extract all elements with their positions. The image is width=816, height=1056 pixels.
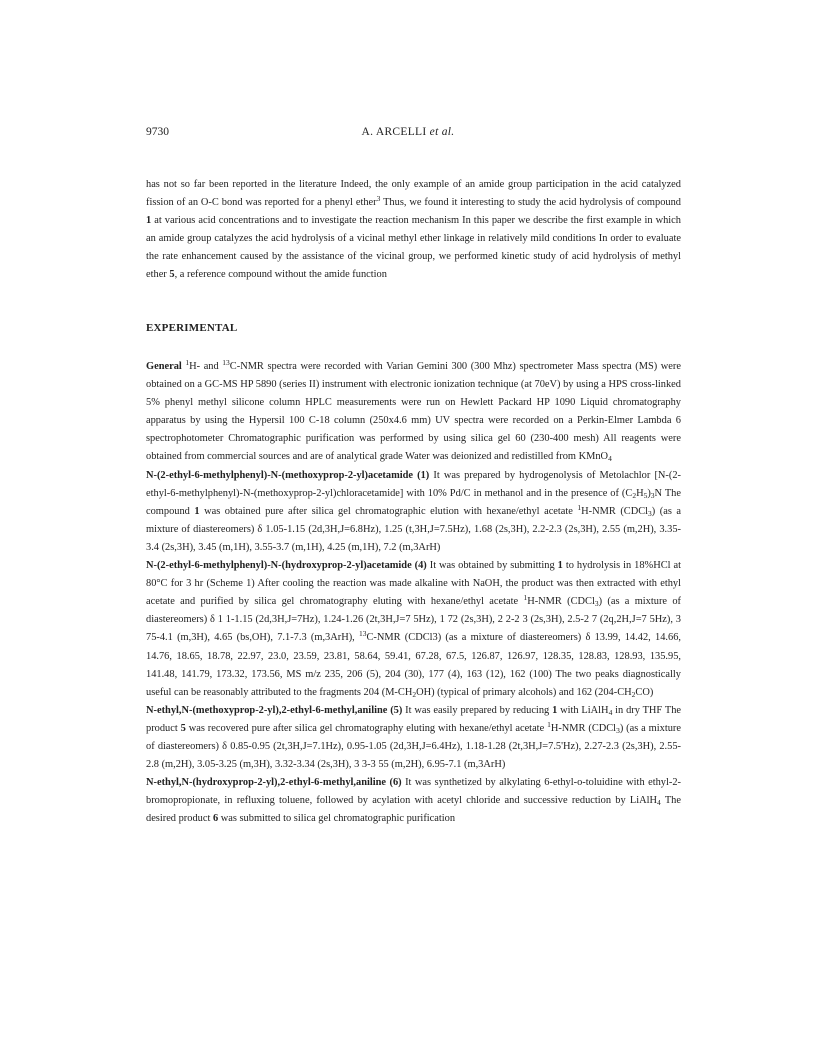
subscript: 4: [657, 798, 661, 808]
text-run: was recovered pure after silica gel chromatography eluting with hexane/ethyl acetate: [185, 722, 548, 734]
compound-ref: 1: [557, 560, 563, 572]
compound-heading: N-(2-ethyl-6-methylphenyl)-N-(methoxyprop-2-yl)acetamide (1): [146, 469, 430, 481]
compound-ref: 1: [146, 215, 152, 227]
subscript: 5: [643, 490, 648, 500]
text-run: The desired product: [146, 795, 681, 825]
text-run: in dry THF The product: [146, 704, 682, 734]
running-head: [0, 126, 816, 138]
text-run: H-NMR (CDCl: [581, 505, 649, 517]
text-run: It was prepared by hydrogenolysis of Metolachlor [N-(2-ethyl-6-methylphenyl)-N-(methoxyprop-2-yl)chloracetamide] with 10% Pd/C in methanol and in the presence of (C: [146, 469, 681, 499]
compound-ref: 5: [169, 269, 175, 281]
experimental-section: [146, 358, 681, 828]
text-run: C-NMR (CDCl3) (as a mixture of diastereomers) δ 13.99, 14.42, 14.66, 14.76, 18.65, 18.78, 22.97, 23.0, 23.59, 23.81, 58.64, 59.41, 67.28, 67.5, 126.87, 126.97, 128.35, 128.83, 128.93, 135.95, 141.48, 141.79, 173.32, 173.56, MS m/z 235, 206 (5), 204 (30), 177 (4), 163 (12), 162 (100) The two peaks diagnostically useful can be reasonably attributed to the fragments 204 (M-CH: [146, 632, 681, 698]
subscript: 4: [608, 707, 613, 717]
subscript: 4: [608, 454, 612, 464]
subscript: 3: [650, 490, 655, 500]
compound-ref: 6: [212, 813, 219, 825]
text-run: C-NMR spectra were recorded with Varian Gemini 300 (300 Mhz) spectrometer Mass spectra (MS) were obtained on a GC-MS HP 5890 (series II) instrument with electronic ionization technique (at 70eV) by using a HPS cross-linked 5% phenyl methyl silicone column HPLC measurements were run on Hewlett Packard HP 1090 Liquid chromatography apparatus by using the Hypersil 100 C-18 column (250x4.6 mm) UV spectra were recorded on a Perkin-Elmer Lambda 6 spectrophotometer Chromatographic purification was performed by using silica gel 60 (230-400 mesh) All reagents were obtained from commercial sources and are of analytical grade Water was deionized and redistilled from KMnO: [146, 361, 681, 463]
compound-heading: N-ethyl,N-(methoxyprop-2-yl),2-ethyl-6-methyl,aniline (5): [146, 704, 403, 716]
text-run: ): [647, 487, 651, 499]
text-run: with LiAlH: [557, 704, 609, 716]
subscript: 2: [412, 689, 417, 699]
superscript: 13: [222, 358, 230, 367]
subscript: 2: [631, 689, 636, 699]
text-run: It was easily prepared by reducing: [402, 704, 553, 716]
compound-6-paragraph: [146, 774, 681, 828]
superscript: 1: [577, 502, 582, 512]
subscript: 2: [632, 490, 637, 500]
text-run: H: [636, 487, 644, 499]
compound-5-paragraph: [146, 702, 681, 774]
text-run: H- and: [189, 361, 223, 372]
intro-text-3: at various acid concentrations and to investigate the reaction mechanism In this paper we describe the first example in which an amide group catalyzes the acid hydrolysis of a vicinal methyl ether linkage in relatively mild conditions In order to evaluate the rate enhancement caused by the assistance of the vicinal group, we performed kinetic study of acid hydrolysis of methyl ether: [146, 215, 681, 281]
general-paragraph: [146, 358, 681, 467]
text-run: H-NMR (CDCl: [550, 722, 617, 734]
page-number: 9730: [146, 126, 169, 138]
compound-ref: 5: [180, 722, 186, 734]
text-run: ) (as a mixture of diastereomers) δ 0.85-0.95 (2t,3H,J=7.1Hz), 0.95-1.05 (2d,3H,J=6.4Hz), 1.18-1.28 (2t,3H,J=7.5'Hz), 2.27-2.3 (2s,3H), 2.55-2.8 (m,2H), 3.05-3.25 (m,3H), 3.32-3.34 (2s,3H), 3 3-3 55 (m,2H), 6.95-7.1 (m,3ArH): [146, 722, 681, 771]
subscript: 3: [648, 508, 652, 518]
text-run: was submitted to silica gel chromatographic purification: [218, 813, 456, 825]
text-run: ) (as a mixture of diastereomers) δ 1.05-1.15 (2d,3H,J=6.8Hz), 1.25 (t,3H,J=7.5Hz), 1.68 (2s,3H), 2.2-2.3 (2s,3H), 2.55 (m,2H), 3.35-3.4 (2s,3H), 3.45 (m,1H), 3.55-3.7 (m,1H), 4.25 (m,1H), 7.2 (m,3ArH): [146, 505, 682, 553]
reference-superscript: 3: [376, 194, 381, 204]
text-run: OH) (typical of primary alcohols) and 162 (204-CH: [416, 686, 632, 698]
intro-paragraph: [146, 176, 681, 285]
text-run: CO): [635, 686, 654, 698]
compound-1-paragraph: [146, 467, 681, 557]
text-run: It was synthetized by alkylating 6-ethyl-o-toluidine with ethyl-2-bromopropionate, in refluxing toluene, followed by acylation with acetyl chloride and successive reduction by LiAlH: [146, 777, 682, 807]
intro-text-2: Thus, we found it interesting to study the acid hydrolysis of compound: [380, 197, 681, 209]
text-run: ) (as a mixture of diastereomers) δ 1 1-1.15 (2d,3H,J=7Hz), 1.24-1.26 (2t,3H,J=7 5Hz), 1 72 (2s,3H), 2 2-2 3 (2s,3H), 2.5-2 7 (2q,2H,J=7 5Hz), 3 75-4.1 (m,3H), 4.65 (bs,OH), 7.1-7.3 (m,3ArH),: [146, 596, 681, 644]
text-run: was obtained pure after silica gel chromatographic elution with hexane/ethyl acetate: [199, 505, 578, 517]
intro-text-4: , a reference compound without the amide function: [174, 269, 387, 281]
compound-ref: 1: [552, 704, 558, 716]
text-run: to hydrolysis in 18%HCl at 80°C for 3 hr (Scheme 1) After cooling the reaction was made alkaline with NaOH, the product was then extracted with ethyl acetate and purified by silica gel chromatography eluting with hexane/ethyl acetate: [146, 560, 681, 608]
compound-ref: 1: [194, 505, 200, 517]
superscript: 1: [547, 719, 551, 729]
compound-4-paragraph: [146, 557, 681, 702]
text-run: It was obtained by submitting: [426, 560, 558, 572]
text-run: N The compound: [146, 487, 681, 517]
paragraph-heading: General: [146, 361, 182, 372]
running-head-etal: et al.: [429, 126, 455, 138]
compound-heading: N-ethyl,N-(hydroxyprop-2-yl),2-ethyl-6-methyl,aniline (6): [146, 777, 402, 789]
subscript: 3: [594, 599, 599, 609]
compound-heading: N-(2-ethyl-6-methylphenyl)-N-(hydroxyprop-2-yl)acetamide (4): [146, 560, 427, 572]
superscript: 1: [185, 358, 190, 367]
section-heading: EXPERIMENTAL: [146, 322, 238, 334]
superscript: 1: [523, 593, 528, 603]
superscript: 13: [359, 629, 367, 639]
text-run: H-NMR (CDCl: [527, 596, 595, 608]
running-head-authors: A. ARCELLI: [361, 126, 430, 138]
subscript: 3: [616, 725, 620, 735]
intro-text: has not so far been reported in the literature Indeed, the only example of an amide group participation in the acid catalyzed fission of an O-C bond was reported for a phenyl ether: [146, 179, 681, 209]
